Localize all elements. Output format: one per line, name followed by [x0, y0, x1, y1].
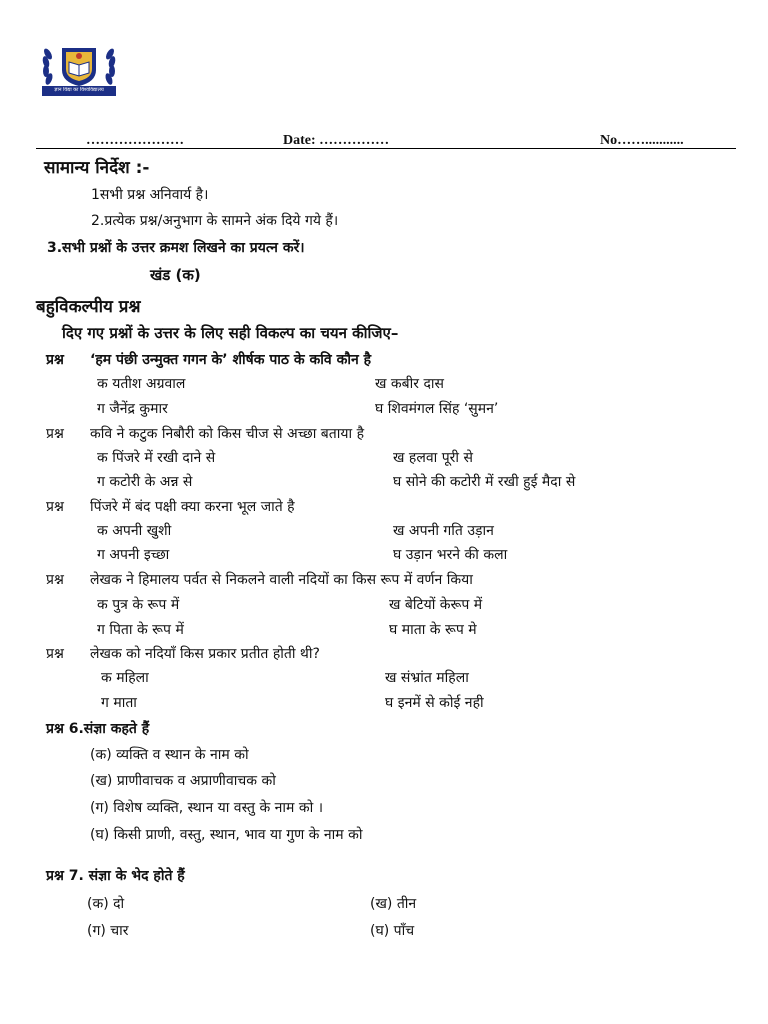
section-khand: खंड (क)	[150, 266, 201, 284]
option-gha: घ माता के रूप मे	[389, 622, 477, 638]
q6-option-ka: (क) व्यक्ति व स्थान के नाम को	[90, 747, 249, 763]
option-gha: घ इनमें से कोई नही	[385, 695, 484, 711]
question-7-text: प्रश्न 7. संज्ञा के भेद होते हैं	[46, 868, 185, 884]
option-ka: क अपनी खुशी	[97, 523, 172, 539]
q7-option-ga: (ग) चार	[87, 923, 129, 939]
question-text: लेखक को नदियाँ किस प्रकार प्रतीत होती थी?	[90, 646, 320, 662]
q6-option-kha: (ख) प्राणीवाचक व अप्राणीवाचक को	[90, 773, 276, 789]
question-label: प्रश्न	[46, 499, 64, 515]
option-ka: क महिला	[101, 670, 149, 686]
question-label: प्रश्न	[46, 646, 64, 662]
instruction-line-3: 3.सभी प्रश्नों के उत्तर क्रमश लिखने का प्रयत्न करें।	[47, 240, 305, 256]
option-ga: ग कटोरी के अन्न से	[97, 474, 193, 490]
question-text: ‘हम पंछी उन्मुक्त गगन के’ शीर्षक पाठ के कवि कौन है	[90, 352, 372, 368]
name-field-dots: …………………	[86, 133, 184, 148]
option-ka: क पिंजरे में रखी दाने से	[97, 450, 216, 466]
option-kha: ख अपनी गति उड़ान	[393, 523, 494, 539]
q7-option-ka: (क) दो	[87, 896, 125, 912]
option-ka: क पुत्र के रूप में	[97, 597, 180, 613]
q7-option-kha: (ख) तीन	[370, 896, 417, 912]
section-title: बहुविकल्पीय प्रश्न	[36, 297, 141, 317]
question-text: पिंजरे में बंद पक्षी क्या करना भूल जाते है	[90, 499, 295, 515]
school-logo	[38, 40, 120, 98]
instructions-heading: सामान्य निर्देश :-	[44, 158, 150, 178]
option-kha: ख संभ्रांत महिला	[385, 670, 469, 686]
option-ga: ग अपनी इच्छा	[97, 547, 170, 563]
number-field: No……...........	[600, 133, 684, 148]
option-kha: ख कबीर दास	[375, 376, 444, 392]
option-gha: घ सोने की कटोरी में रखी हुई मैदा से	[393, 474, 576, 490]
question-label: प्रश्न	[46, 352, 64, 368]
question-6-text: प्रश्न 6.संज्ञा कहते हैं	[46, 721, 150, 737]
logo-motto: ज्ञान विद्या का विश्वविद्यालय	[54, 87, 104, 93]
q6-option-ga: (ग) विशेष व्यक्ति, स्थान या वस्तु के नाम को ।	[90, 800, 324, 816]
instruction-line-2: 2.प्रत्येक प्रश्न/अनुभाग के सामने अंक दिये गये हैं।	[91, 213, 339, 229]
option-ga: ग पिता के रूप में	[97, 622, 184, 638]
date-field: Date: ……………	[283, 133, 390, 148]
q7-option-gha: (घ) पाँच	[370, 923, 415, 939]
q6-option-gha: (घ) किसी प्राणी, वस्तु, स्थान, भाव या गुण के नाम को	[90, 827, 363, 843]
header-divider	[36, 148, 736, 149]
option-gha: घ शिवमंगल सिंह ‘सुमन’	[375, 401, 499, 417]
option-ka: क यतीश अग्रवाल	[97, 376, 186, 392]
option-ga: ग माता	[101, 695, 137, 711]
question-label: प्रश्न	[46, 426, 64, 442]
question-text: लेखक ने हिमालय पर्वत से निकलने वाली नदियों का किस रूप में वर्णन किया	[90, 572, 473, 588]
section-direction: दिए गए प्रश्नों के उत्तर के लिए सही विकल्प का चयन कीजिए–	[62, 324, 399, 342]
option-ga: ग जैनेंद्र कुमार	[97, 401, 168, 417]
question-text: कवि ने कटुक निबौरी को किस चीज से अच्छा बताया है	[90, 426, 365, 442]
option-kha: ख बेटियों केरूप में	[389, 597, 483, 613]
option-kha: ख हलवा पूरी से	[393, 450, 473, 466]
option-gha: घ उड़ान भरने की कला	[393, 547, 508, 563]
instruction-line-1: 1सभी प्रश्न अनिवार्य है।	[91, 187, 209, 203]
question-label: प्रश्न	[46, 572, 64, 588]
